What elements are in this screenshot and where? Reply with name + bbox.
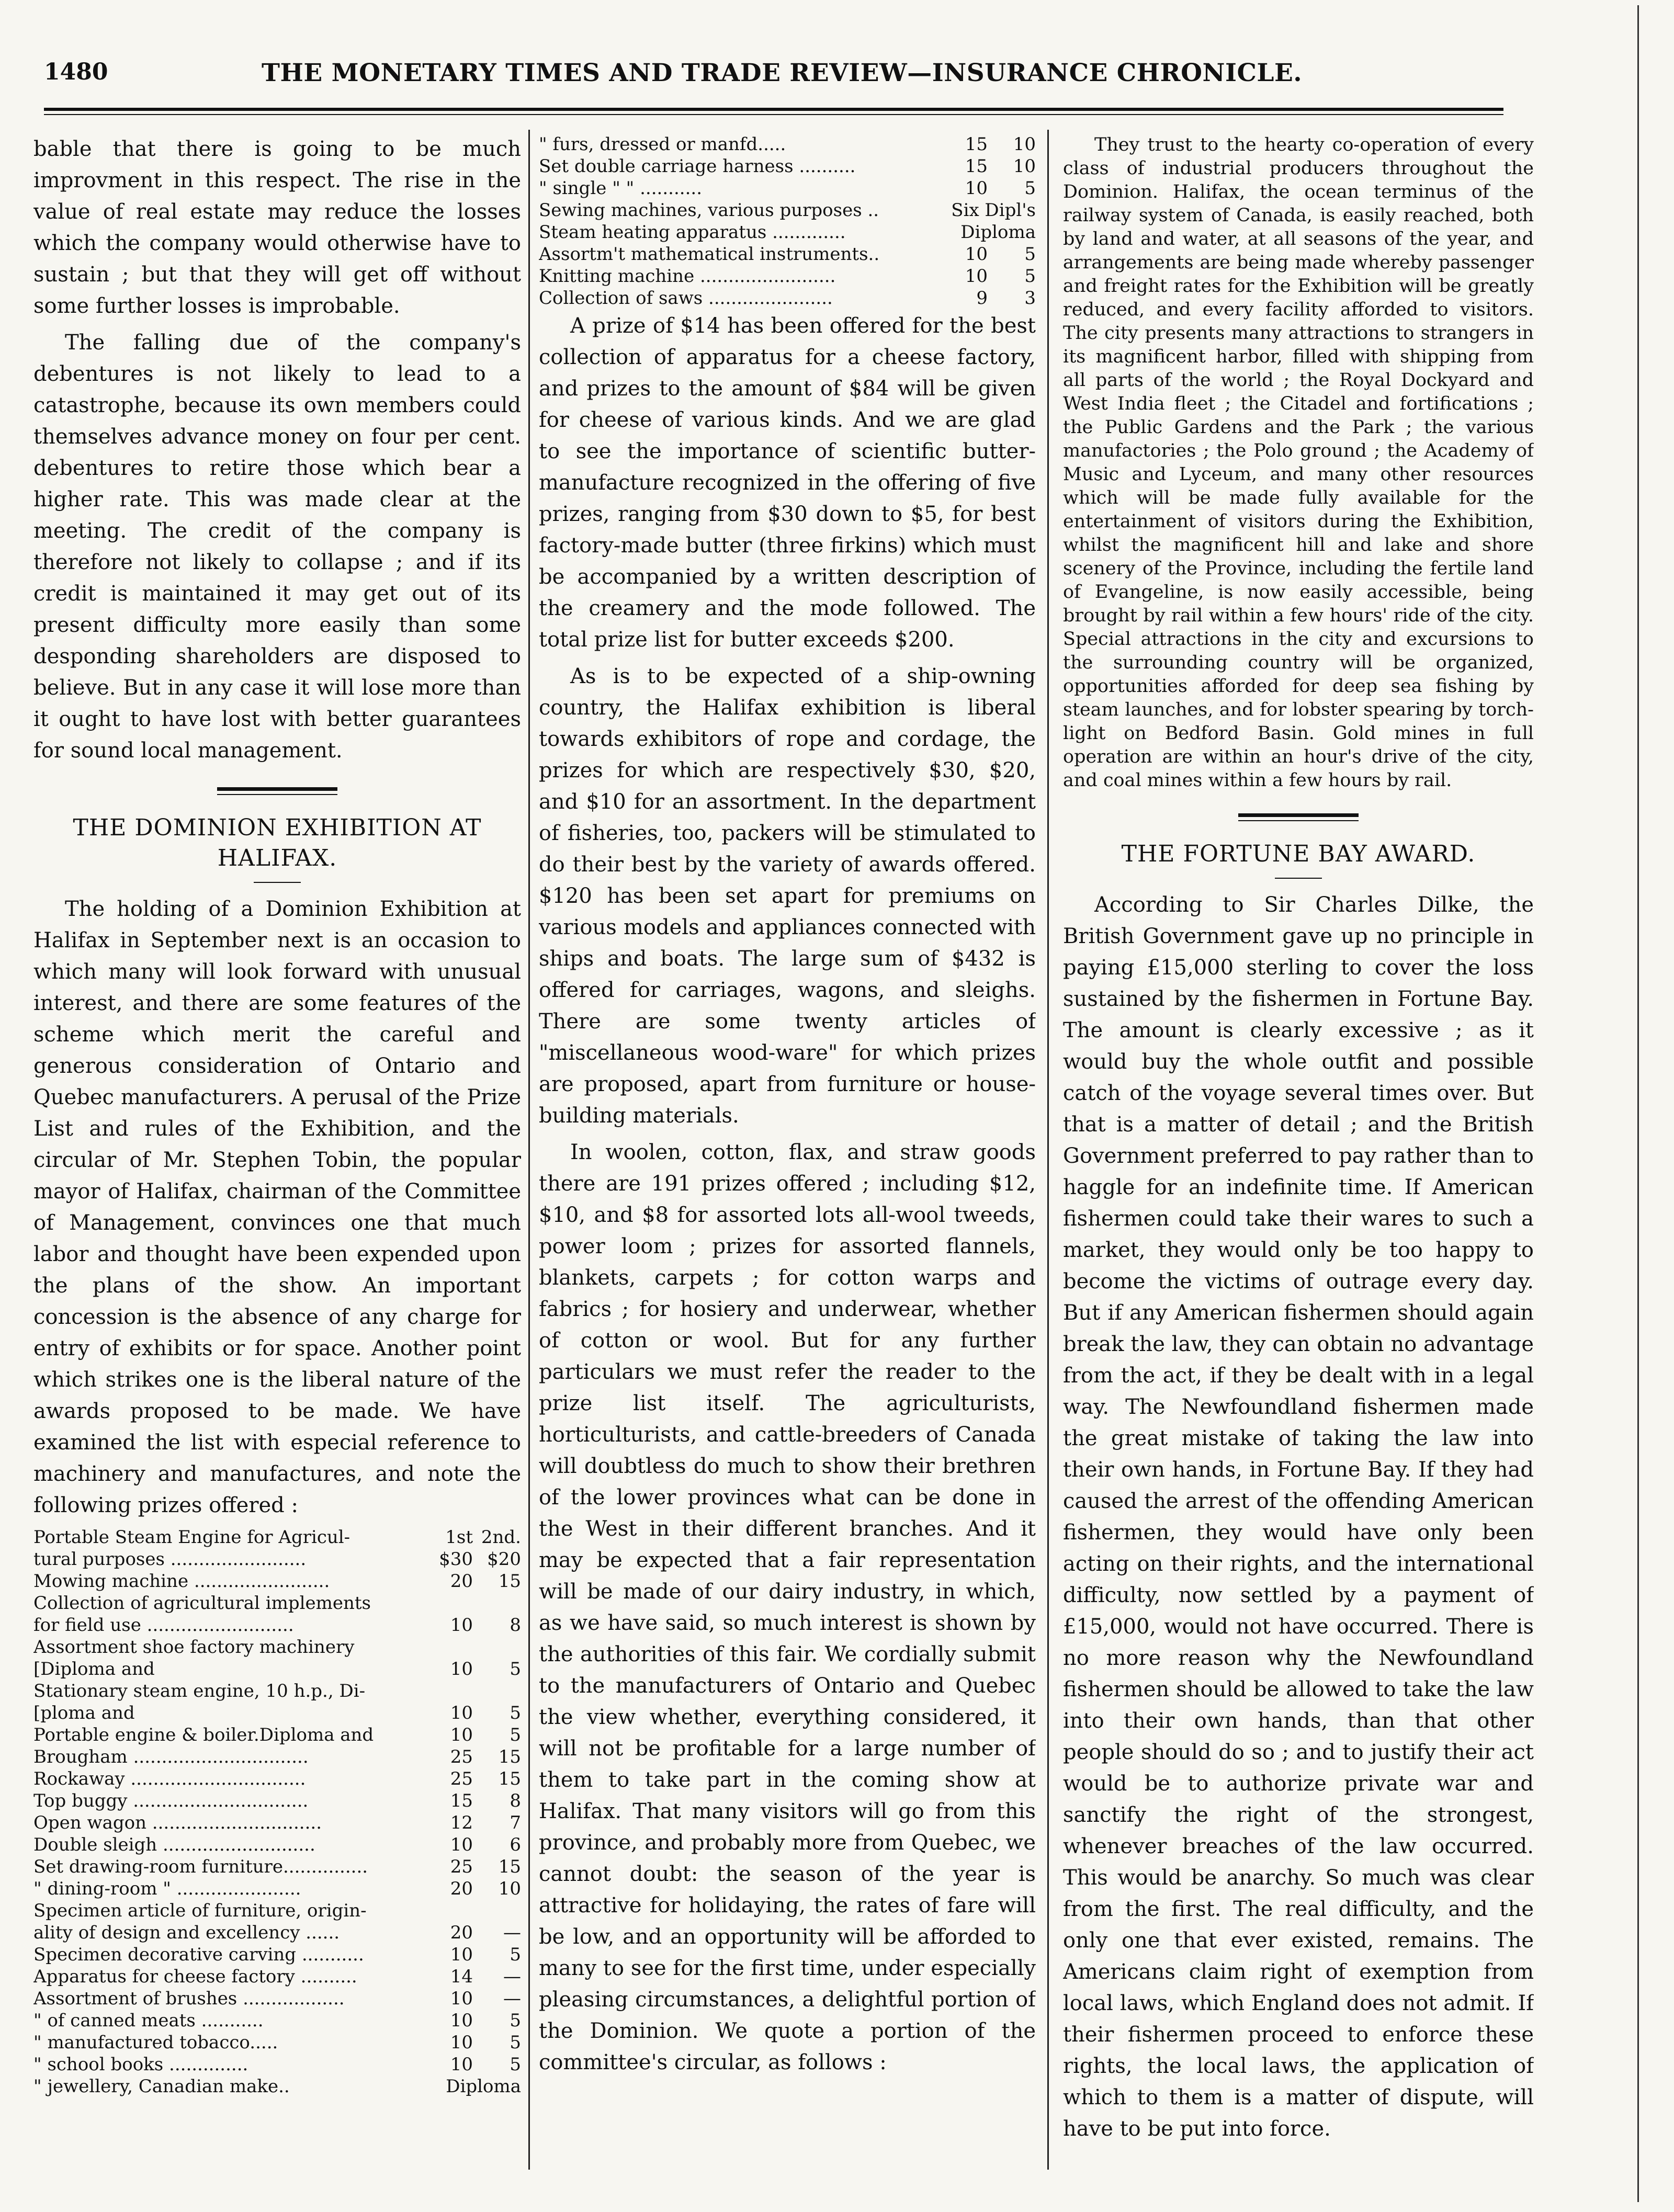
prize-first: 25 bbox=[450, 1746, 473, 1767]
page-header-title: THE MONETARY TIMES AND TRADE REVIEW—INSURANCE CHRONICLE. bbox=[262, 59, 1303, 87]
prize-second: 2nd. bbox=[481, 1527, 521, 1548]
prize-row bbox=[539, 133, 1036, 155]
prize-item: Set drawing-room furniture............... bbox=[33, 1856, 368, 1877]
prize-first: 10 bbox=[965, 266, 988, 287]
section-rule-thin bbox=[217, 794, 337, 795]
prize-item: " single " " ........... bbox=[539, 178, 703, 199]
prize-first: 10 bbox=[450, 1834, 473, 1855]
prize-item: Specimen article of furniture, origin- bbox=[33, 1900, 367, 1921]
prize-item: Open wagon .............................. bbox=[33, 1812, 322, 1833]
paragraph: In woolen, cotton, flax, and straw goods there are 191 prizes offered ; including $12, $10, and $8 for assorted lots all-wool tweeds, power loom ; prizes for assorted flannels, blankets, carpets ; for cotton warps and fabrics ; for hosiery and underwear, whether of cotton or wool. But for any further particulars we must refer the reader to the prize list itself. The agriculturists, horticulturists, and cattle-breeders of Canada will doubtless do much to show their brethren of the lower provinces what can be done in the West in their different branches. And it may be expected that a fair representation will be made of our dairy industry, in which, as we have said, so much interest is shown by the authorities of this fair. We cordially submit to the manufacturers of Ontario and Quebec the view whether, everything considered, it will not be profitable for a large number of them to take part in the coming show at Halifax. That many visitors will go from this province, and probably more from Quebec, we cannot doubt: the season of the year is attractive for holidaying, the rates of fare will be low, and an opportunity will be afforded to many to see for the first time, under especially pleasing circumstances, a delightful portion of the Dominion. We quote a portion of the committee's circular, as follows : bbox=[539, 1140, 1036, 2074]
prize-table bbox=[33, 1526, 521, 2097]
prize-row bbox=[539, 221, 1036, 243]
prize-first: 20 bbox=[450, 1922, 473, 1943]
prize-first: 10 bbox=[965, 244, 988, 265]
prize-row bbox=[33, 1658, 521, 1680]
prize-second bbox=[473, 1592, 521, 1614]
prize-first: 15 bbox=[965, 134, 988, 155]
prize-award: Diploma bbox=[960, 222, 1036, 243]
prize-first: 14 bbox=[450, 1966, 473, 1987]
prize-row bbox=[33, 2075, 521, 2097]
prize-first bbox=[425, 1680, 473, 1702]
prize-row bbox=[33, 2054, 521, 2075]
prize-item: Steam heating apparatus ............. bbox=[539, 222, 846, 243]
prize-item: " manufactured tobacco..... bbox=[33, 2032, 278, 2053]
prize-row bbox=[539, 199, 1036, 221]
prize-first: 10 bbox=[450, 1725, 473, 1745]
prize-item: Set double carriage harness .......... bbox=[539, 156, 856, 177]
prize-first: 20 bbox=[450, 1571, 473, 1592]
prize-first: 20 bbox=[450, 1878, 473, 1899]
prize-first: 10 bbox=[450, 2032, 473, 2053]
prize-second: 10 bbox=[498, 1878, 521, 1899]
prize-second: 5 bbox=[1024, 244, 1036, 265]
prize-item: " school books .............. bbox=[33, 2054, 248, 2075]
prize-item: [ploma and bbox=[33, 1703, 135, 1723]
prize-item: Stationary steam engine, 10 h.p., Di- bbox=[33, 1681, 366, 1701]
prize-second: 10 bbox=[1013, 156, 1036, 177]
prize-row bbox=[33, 1768, 521, 1790]
prize-first bbox=[425, 1636, 473, 1658]
prize-second: 5 bbox=[1024, 266, 1036, 287]
prize-item: " of canned meats ........... bbox=[33, 2010, 264, 2031]
prize-row bbox=[33, 1592, 521, 1614]
prize-second: 15 bbox=[498, 1768, 521, 1789]
prize-first: 12 bbox=[450, 1812, 473, 1833]
prize-item: Knitting machine ........................ bbox=[539, 266, 836, 287]
prize-item: Double sleigh ........................... bbox=[33, 1834, 315, 1855]
prize-row bbox=[33, 1570, 521, 1592]
prize-second: — bbox=[503, 1988, 521, 2009]
prize-item: Mowing machine ........................ bbox=[33, 1571, 330, 1592]
column-1 bbox=[33, 133, 521, 2168]
section-rule bbox=[217, 787, 337, 791]
prize-award: Diploma bbox=[446, 2076, 521, 2097]
prize-item: Portable Steam Engine for Agricul- bbox=[33, 1527, 350, 1548]
prize-second bbox=[473, 1900, 521, 1922]
prize-second: 3 bbox=[1024, 288, 1036, 309]
prize-second bbox=[473, 1680, 521, 1702]
prize-item: Rockaway ............................... bbox=[33, 1768, 306, 1789]
prize-item: Portable engine & boiler.Diploma and bbox=[33, 1725, 374, 1745]
prize-row bbox=[33, 1636, 521, 1658]
prize-first: 15 bbox=[965, 156, 988, 177]
page-edge-rule bbox=[1637, 5, 1639, 2202]
paragraph: As is to be expected of a ship-owning country, the Halifax exhibition is liberal towards exhibitors of rope and cordage, the prizes for which are respectively $30, $20, and $10 for an assortment. In the department of fisheries, too, packers will be stimulated to do their best by the variety of awards offered. $120 has been set apart for premiums on various models and appliances connected with ships and boats. The large sum of $432 is offered for carriages, wagons, and sleighs. There are some twenty articles of "miscellaneous wood-ware" for which prizes are proposed, apart from furniture or house-building materials. bbox=[539, 664, 1036, 1128]
paragraph: The holding of a Dominion Exhibition at Halifax in September next is an occasion to which many will look forward with unusual interest, and there are some features of the scheme which merit the careful and generous consideration of Ontario and Quebec manufacturers. A perusal of the Prize List and rules of the Exhibition, and the circular of Mr. Stephen Tobin, the popular mayor of Halifax, chairman of the Committee of Management, convinces one that much labor and thought have been expended upon the plans of the show. An important concession is the absence of any charge for entry of exhibits or for space. Another point which strikes one is the liberal nature of the awards proposed to be made. We have examined the list with especial reference to machinery and manufactures, and note the following prizes offered : bbox=[33, 897, 521, 1517]
prize-row bbox=[539, 287, 1036, 309]
prize-item: [Diploma and bbox=[33, 1659, 155, 1680]
prize-row bbox=[33, 1900, 521, 1922]
prize-table-continued bbox=[539, 133, 1036, 309]
prize-item: " jewellery, Canadian make.. bbox=[33, 2076, 290, 2097]
prize-second: 5 bbox=[1024, 178, 1036, 199]
prize-item: Collection of agricultural implements bbox=[33, 1593, 371, 1614]
prize-second: — bbox=[503, 1922, 521, 1943]
prize-second: 5 bbox=[510, 1703, 521, 1723]
prize-row bbox=[33, 1614, 521, 1636]
prize-row bbox=[33, 1922, 521, 1944]
prize-second bbox=[473, 1636, 521, 1658]
prize-second: 8 bbox=[510, 1615, 521, 1636]
quoted-circular: They trust to the hearty co-operation of every class of industrial producers throughout the Dominion. Halifax, the ocean terminus of the railway system of Canada, is easily reached, both by land and water, at all seasons of the year, and arrangements are being made whereby passenger and freight rates for the Exhibition will be greatly reduced, and every facility afforded to visitors. The city presents many attractions to strangers in its magnificent harbor, filled with shipping from all parts of the world ; the Royal Dockyard and West India fleet ; the Citadel and fortifications ; the Public Gardens and the Park ; the various manufactories ; the Polo ground ; the Academy of Music and Lyceum, and many other resources which will be made fully available for the entertainment of visitors during the Exhibition, whilst the magnificent hill and lake and shore scenery of the Province, including the fertile land of Evangeline, is now easily accessible, being brought by rail within a few hours' ride of the city. Special attractions in the city and excursions to the surrounding country will be organized, opportunities afforded for deep sea fishing by steam launches, and for lobster spearing by torch-light on Bedford Basin. Gold mines in full operation are within an hour's drive of the city, and coal mines within a few hours by rail. bbox=[1063, 134, 1534, 791]
prize-item: Top buggy ............................... bbox=[33, 1790, 309, 1811]
prize-row bbox=[33, 1878, 521, 1900]
prize-second: 15 bbox=[498, 1571, 521, 1592]
prize-second: — bbox=[503, 1966, 521, 1987]
prize-first: 10 bbox=[450, 2010, 473, 2031]
prize-second: $20 bbox=[487, 1549, 521, 1570]
prize-second: 5 bbox=[510, 1659, 521, 1680]
prize-first: 10 bbox=[450, 2054, 473, 2075]
column-2 bbox=[539, 133, 1036, 2168]
prize-item: Assortm't mathematical instruments.. bbox=[539, 244, 880, 265]
prize-second: 5 bbox=[510, 2010, 521, 2031]
prize-item: Apparatus for cheese factory .......... bbox=[33, 1966, 357, 1987]
prize-item: for field use .......................... bbox=[33, 1615, 294, 1636]
prize-row bbox=[539, 265, 1036, 287]
column-rule-left bbox=[528, 130, 530, 2170]
prize-second: 5 bbox=[510, 2032, 521, 2053]
prize-row bbox=[33, 1834, 521, 1856]
prize-first: 1st bbox=[445, 1527, 473, 1548]
prize-first: 10 bbox=[450, 1988, 473, 2009]
prize-row bbox=[33, 2010, 521, 2032]
section-title-fortune-bay: THE FORTUNE BAY AWARD. bbox=[1121, 841, 1476, 867]
prize-row bbox=[539, 155, 1036, 177]
prize-row bbox=[33, 1856, 521, 1878]
prize-first: 10 bbox=[450, 1659, 473, 1680]
page-number: 1480 bbox=[44, 59, 108, 85]
prize-item: Assortment shoe factory machinery bbox=[33, 1637, 355, 1658]
paragraph: The falling due of the company's debentures is not likely to lead to a catastrophe, because its own members could themselves advance money on four per cent. debentures to retire those which bear a higher rate. This was made clear at the meeting. The credit of the company is therefore not likely to collapse ; and if its credit is maintained it may get out of its present difficulty more easily than some desponding shareholders are disposed to believe. But in any case it will lose more than it ought to have lost with better guarantees for sound local management. bbox=[33, 331, 521, 763]
prize-row bbox=[33, 1966, 521, 1988]
prize-second: 5 bbox=[510, 2054, 521, 2075]
prize-row bbox=[33, 1548, 521, 1570]
prize-second: 8 bbox=[510, 1790, 521, 1811]
prize-row bbox=[33, 1724, 521, 1746]
prize-first: 25 bbox=[450, 1768, 473, 1789]
header-rule-thin bbox=[44, 114, 1503, 115]
prize-row bbox=[33, 1944, 521, 1966]
prize-second: 5 bbox=[510, 1725, 521, 1745]
prize-item: Specimen decorative carving ........... bbox=[33, 1944, 364, 1965]
prize-row bbox=[33, 1680, 521, 1702]
prize-row bbox=[33, 1790, 521, 1812]
prize-first: 10 bbox=[450, 1944, 473, 1965]
prize-first: 9 bbox=[976, 288, 988, 309]
prize-first: 10 bbox=[450, 1615, 473, 1636]
prize-second: 6 bbox=[510, 1834, 521, 1855]
section-rule-thin bbox=[1238, 820, 1359, 821]
short-rule bbox=[254, 882, 301, 883]
prize-first bbox=[425, 1900, 473, 1922]
prize-row bbox=[33, 1526, 521, 1548]
prize-item: Sewing machines, various purposes .. bbox=[539, 200, 879, 221]
prize-second: 7 bbox=[510, 1812, 521, 1833]
header-rule bbox=[44, 108, 1503, 111]
prize-first: 15 bbox=[450, 1790, 473, 1811]
prize-item: tural purposes ........................ bbox=[33, 1549, 307, 1570]
paragraph: A prize of $14 has been offered for the best collection of apparatus for a cheese factory, and prizes to the amount of $84 will be given for cheese of various kinds. And we are glad to see the importance of scientific butter-manufacture recognized in the offering of five prizes, ranging from $30 down to $5, for best factory-made butter (three firkins) which must be accompanied by a written description of the creamery and the mode followed. The total prize list for butter exceeds $200. bbox=[539, 314, 1036, 652]
prize-first: $30 bbox=[439, 1549, 473, 1570]
prize-row bbox=[33, 2032, 521, 2054]
paragraph: According to Sir Charles Dilke, the British Government gave up no principle in paying £15,000 sterling to cover the loss sustained by the fishermen in Fortune Bay. The amount is clearly excessive ; as it would buy the whole outfit and possible catch of the voyage several times over. But that is a matter of detail ; and the British Government preferred to pay rather than to haggle for an indefinite time. If American fishermen could take their wares to such a market, they would only be too happy to become the victims of outrage every day. But if any American fishermen should again break the law, they can obtain no advantage from the act, if they be dealt with in a legal way. The Newfoundland fishermen made the great mistake of taking the law into their own hands, in Fortune Bay. If they had caused the arrest of the offending American fishermen, they would have only been acting on their rights, and the international difficulty, now settled by a payment of £15,000, would not have occurred. There is no more reason why the Newfoundland fishermen should be allowed to take the law into their own hands, than that other people should do so ; and to justify their act would be to authorize private war and sanctify the right of the strongest, whenever breaches of the law occurred. This would be anarchy. So much was clear from the first. The real difficulty, and the only one that ever existed, remains. The Americans claim right of exemption from local laws, which England does not admit. If their fishermen proceed to enforce these rights, the local laws, the application of which to them is a matter of dispute, will have to be put into force. bbox=[1063, 893, 1534, 2141]
prize-row bbox=[539, 177, 1036, 199]
prize-first: 25 bbox=[450, 1856, 473, 1877]
short-rule bbox=[1275, 878, 1322, 879]
prize-row bbox=[539, 243, 1036, 265]
section-rule bbox=[1238, 813, 1359, 817]
prize-item: " furs, dressed or manfd..... bbox=[539, 134, 786, 155]
prize-item: " dining-room " ...................... bbox=[33, 1878, 301, 1899]
prize-item: Assortment of brushes .................. bbox=[33, 1988, 345, 2009]
paragraph: bable that there is going to be much improvment in this respect. The rise in the value of real estate may reduce the losses which the company would otherwise have to sustain ; but that they will get off without some further losses is improbable. bbox=[33, 137, 521, 318]
prize-item: Brougham ............................... bbox=[33, 1746, 309, 1767]
prize-first bbox=[425, 1592, 473, 1614]
column-3 bbox=[1063, 133, 1534, 2168]
prize-award: Six Dipl's bbox=[951, 200, 1036, 221]
prize-row bbox=[33, 1812, 521, 1834]
prize-row bbox=[33, 1702, 521, 1724]
section-title-dominion-exhibition: THE DOMINION EXHIBITION AT HALIFAX. bbox=[73, 814, 482, 871]
prize-first: 10 bbox=[965, 178, 988, 199]
prize-second: 10 bbox=[1013, 134, 1036, 155]
prize-row bbox=[33, 1746, 521, 1768]
prize-row bbox=[33, 1988, 521, 2010]
prize-item: ality of design and excellency ...... bbox=[33, 1922, 340, 1943]
prize-second: 15 bbox=[498, 1856, 521, 1877]
prize-item: Collection of saws ...................... bbox=[539, 288, 833, 309]
prize-first: 10 bbox=[450, 1703, 473, 1723]
column-rule-right bbox=[1047, 130, 1049, 2170]
prize-second: 15 bbox=[498, 1746, 521, 1767]
prize-second: 5 bbox=[510, 1944, 521, 1965]
